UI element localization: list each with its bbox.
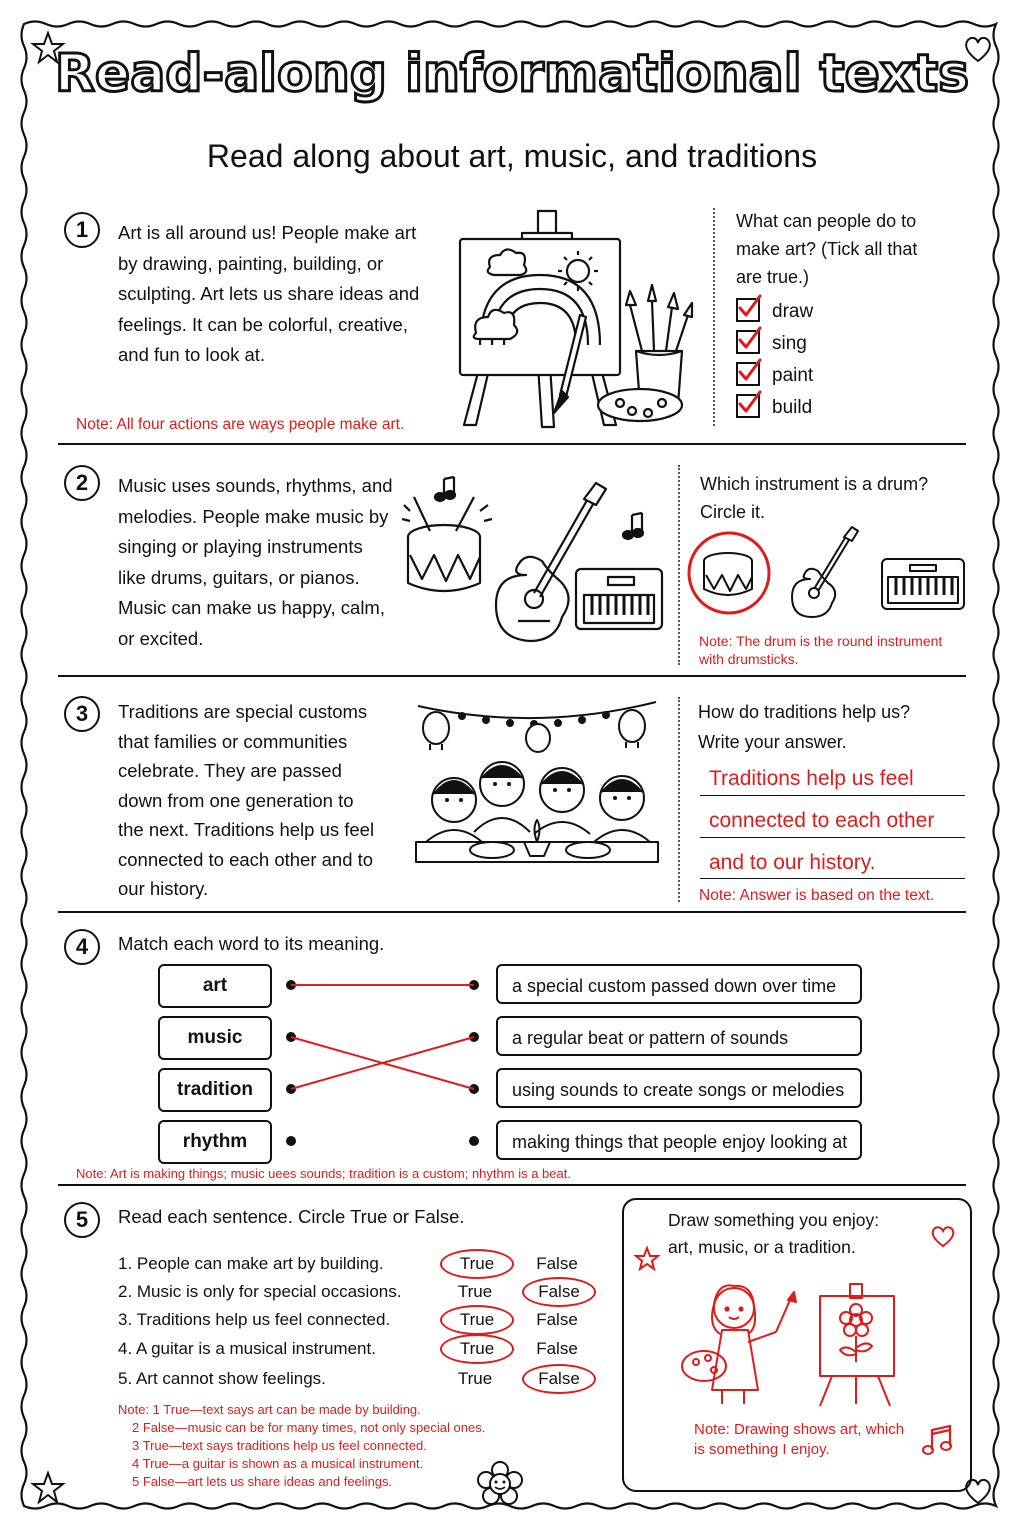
answer-note: Note: Answer is based on the text. bbox=[699, 887, 935, 904]
note-line: Note: 1 True—text says art can be made by building. bbox=[118, 1402, 421, 1417]
section-number: 2 bbox=[64, 465, 100, 501]
section-number: 4 bbox=[64, 929, 100, 965]
passage-art: Art is all around us! People make art by drawing, painting, building, or sculpting. Art lets us share ideas and feelings. It can be colorful, creative, and fun to look at. bbox=[118, 222, 420, 365]
checkbox-label: sing bbox=[772, 333, 807, 355]
answer-note: Note: The drum is the round instrument with drumsticks. bbox=[699, 633, 943, 667]
checkbox-label: draw bbox=[772, 301, 814, 323]
note-line: 5 False—art lets us share ideas and feelings. bbox=[132, 1474, 393, 1489]
section-number: 5 bbox=[64, 1202, 100, 1238]
answer-note: Note: All four actions are ways people make art. bbox=[76, 416, 405, 433]
meaning-option[interactable]: a special custom passed down over time bbox=[496, 964, 862, 1004]
answer-line-3[interactable]: and to our history. bbox=[709, 851, 876, 874]
false-option[interactable]: False bbox=[522, 1364, 596, 1394]
question-music: Which instrument is a drum? Circle it. bbox=[700, 474, 929, 522]
true-false-item bbox=[118, 1365, 598, 1393]
passage-traditions: Traditions are special customs that families or communities celebrate. They are passed down from one generation to the next. Traditions help us feel connected to each other and to our history. bbox=[118, 701, 375, 899]
true-false-item bbox=[118, 1306, 598, 1334]
instruction-true-false: Read each sentence. Circle True or False. bbox=[118, 1206, 465, 1227]
statement-text: 3. Traditions help us feel connected. bbox=[118, 1310, 391, 1329]
true-option[interactable]: True bbox=[440, 1305, 514, 1335]
question-art: What can people do to make art? (Tick all that are true.) bbox=[736, 211, 918, 287]
page-subtitle: Read along about art, music, and traditions bbox=[206, 138, 818, 174]
meaning-option[interactable]: a regular beat or pattern of sounds bbox=[496, 1016, 862, 1056]
statement-text: 4. A guitar is a musical instrument. bbox=[118, 1339, 376, 1358]
true-option[interactable]: True bbox=[457, 1369, 493, 1388]
false-option[interactable]: False bbox=[536, 1254, 578, 1273]
heart-icon bbox=[930, 1224, 956, 1248]
drawing-note: Note: Drawing shows art, which is something I enjoy. bbox=[694, 1421, 905, 1458]
passage-music: Music uses sounds, rhythms, and melodies. People make music by singing or playing instruments like drums, guitars, or pianos. Music can make us happy, calm, or excited. bbox=[118, 475, 393, 649]
false-option[interactable]: False bbox=[522, 1277, 596, 1307]
answer-line-2[interactable]: connected to each other bbox=[709, 809, 935, 832]
statement-text: 1. People can make art by building. bbox=[118, 1254, 384, 1273]
answer-notes bbox=[118, 1401, 538, 1491]
question-traditions: How do traditions help us? Write your answer. bbox=[698, 702, 911, 752]
page-title: Read-along informational texts bbox=[54, 44, 970, 104]
star-icon bbox=[634, 1246, 660, 1272]
true-option[interactable]: True bbox=[440, 1249, 514, 1279]
answer-line-1[interactable]: Traditions help us feel bbox=[709, 767, 914, 790]
false-option[interactable]: False bbox=[536, 1339, 578, 1358]
note-line: 2 False—music can be for many times, not only special ones. bbox=[132, 1420, 486, 1435]
true-false-item bbox=[118, 1278, 598, 1306]
section-number: 1 bbox=[64, 212, 100, 248]
checkbox-label: build bbox=[772, 397, 813, 419]
music-note-icon bbox=[920, 1424, 956, 1458]
child-painting-drawing bbox=[678, 1278, 902, 1408]
false-option[interactable]: False bbox=[536, 1310, 578, 1329]
word-tradition[interactable]: tradition bbox=[158, 1068, 272, 1112]
instruction-match: Match each word to its meaning. bbox=[118, 933, 385, 954]
true-option[interactable]: True bbox=[457, 1282, 493, 1301]
section-divider bbox=[58, 1184, 966, 1186]
true-false-item bbox=[118, 1335, 598, 1363]
draw-prompt: Draw something you enjoy: art, music, or a tradition. bbox=[668, 1210, 880, 1257]
note-line: 3 True—text says traditions help us feel connected. bbox=[132, 1438, 427, 1453]
true-false-item bbox=[118, 1250, 598, 1278]
true-option[interactable]: True bbox=[440, 1334, 514, 1364]
word-music[interactable]: music bbox=[158, 1016, 272, 1060]
statement-text: 2. Music is only for special occasions. bbox=[118, 1282, 402, 1301]
word-art[interactable]: art bbox=[158, 964, 272, 1008]
answer-note: Note: Art is making things; music uees sounds; tradition is a custom; nhythm is a beat. bbox=[76, 1166, 571, 1181]
word-rhythm[interactable]: rhythm bbox=[158, 1120, 272, 1164]
checkbox-label: paint bbox=[772, 365, 814, 387]
meaning-option[interactable]: making things that people enjoy looking at bbox=[496, 1120, 862, 1160]
statement-text: 5. Art cannot show feelings. bbox=[118, 1369, 326, 1388]
section-number: 3 bbox=[64, 696, 100, 732]
note-line: 4 True—a guitar is shown as a musical instrument. bbox=[132, 1456, 424, 1471]
meaning-option[interactable]: using sounds to create songs or melodies bbox=[496, 1068, 862, 1108]
